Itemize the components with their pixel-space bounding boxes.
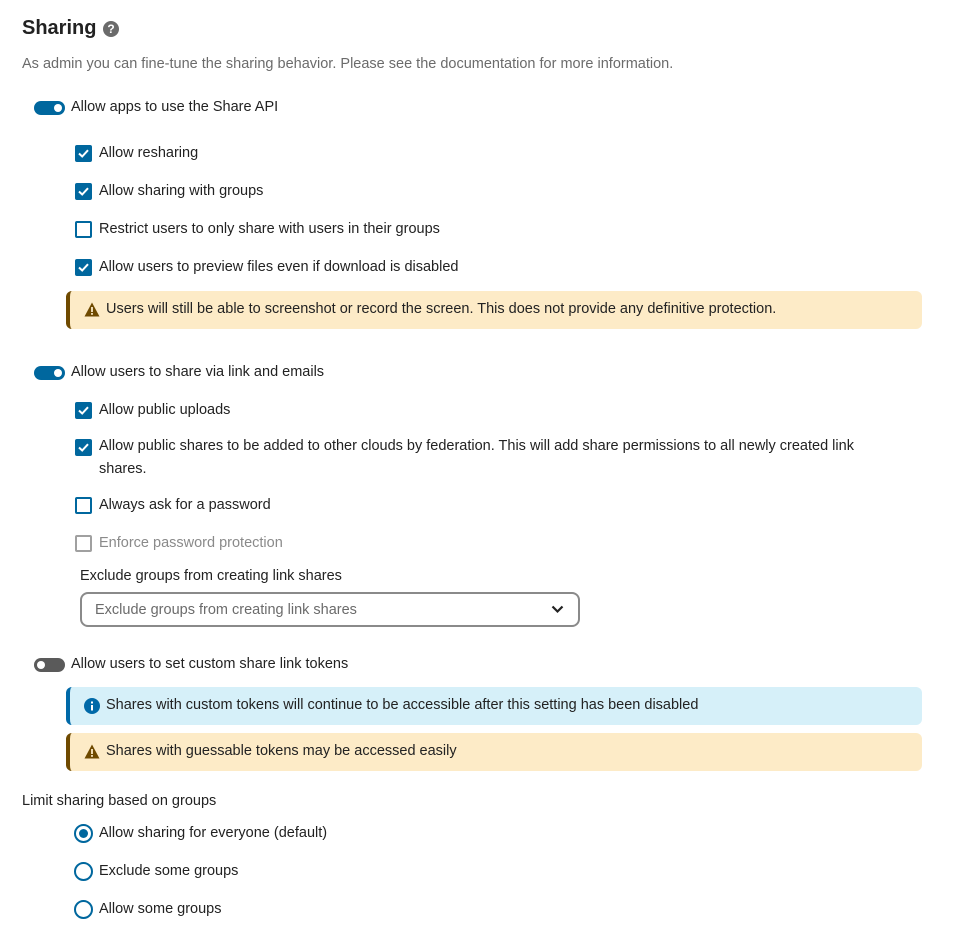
toggle-knob	[37, 661, 45, 669]
enforce-password-label: Enforce password protection	[99, 535, 283, 551]
warning-icon	[84, 302, 100, 317]
check-icon	[77, 441, 90, 454]
check-icon	[77, 261, 90, 274]
section-title: Sharing	[22, 17, 97, 39]
radio-exclude-groups[interactable]	[74, 862, 93, 881]
preview-warning-note	[66, 291, 922, 329]
allow-resharing-checkbox[interactable]	[75, 145, 92, 162]
radio-exclude-groups-label[interactable]: Exclude some groups	[99, 863, 239, 879]
radio-allow-everyone[interactable]	[74, 824, 93, 843]
custom-tokens-toggle-label[interactable]: Allow users to set custom share link tokens	[71, 656, 349, 672]
allow-public-uploads-label[interactable]: Allow public uploads	[99, 402, 231, 418]
allow-federation-label-line2[interactable]: shares.	[99, 461, 147, 477]
custom-tokens-info-text: Shares with custom tokens will continue to be accessible after this setting has been disabled	[106, 697, 699, 713]
warning-icon	[84, 744, 100, 759]
section-description: As admin you can fine-tune the sharing behavior. Please see the documentation for more information.	[22, 56, 674, 72]
allow-preview-checkbox[interactable]	[75, 259, 92, 276]
radio-allow-some-groups-label[interactable]: Allow some groups	[99, 901, 222, 917]
share-api-toggle-label[interactable]: Allow apps to use the Share API	[71, 99, 279, 115]
enforce-password-checkbox	[75, 535, 92, 552]
chevron-down-icon[interactable]	[551, 605, 564, 614]
allow-sharing-groups-label[interactable]: Allow sharing with groups	[99, 183, 264, 199]
radio-allow-some-groups[interactable]	[74, 900, 93, 919]
custom-tokens-toggle[interactable]	[34, 658, 65, 672]
info-icon	[84, 698, 100, 714]
check-icon	[77, 185, 90, 198]
custom-tokens-info-note	[66, 687, 922, 725]
restrict-users-groups-checkbox[interactable]	[75, 221, 92, 238]
link-sharing-toggle[interactable]	[34, 366, 65, 380]
limit-groups-label: Limit sharing based on groups	[22, 793, 217, 809]
toggle-knob	[54, 104, 62, 112]
exclude-groups-select[interactable]	[80, 592, 580, 627]
check-icon	[77, 147, 90, 160]
allow-sharing-groups-checkbox[interactable]	[75, 183, 92, 200]
allow-federation-label-line1[interactable]: Allow public shares to be added to other clouds by federation. This will add share permissions to all newly created link	[99, 438, 854, 454]
exclude-groups-placeholder: Exclude groups from creating link shares	[95, 602, 357, 618]
link-sharing-toggle-label[interactable]: Allow users to share via link and emails	[71, 364, 325, 380]
share-api-toggle[interactable]	[34, 101, 65, 115]
allow-public-uploads-checkbox[interactable]	[75, 402, 92, 419]
radio-allow-everyone-label[interactable]: Allow sharing for everyone (default)	[99, 825, 328, 841]
preview-warning-text: Users will still be able to screenshot or record the screen. This does not provide any definitive protection.	[106, 301, 777, 317]
allow-federation-checkbox[interactable]	[75, 439, 92, 456]
always-ask-password-checkbox[interactable]	[75, 497, 92, 514]
check-icon	[77, 404, 90, 417]
help-icon[interactable]: ?	[103, 21, 119, 37]
guessable-tokens-warning-text: Shares with guessable tokens may be accessed easily	[106, 743, 457, 759]
toggle-knob	[54, 369, 62, 377]
exclude-groups-label: Exclude groups from creating link shares	[80, 568, 342, 584]
guessable-tokens-warning-note	[66, 733, 922, 771]
always-ask-password-label[interactable]: Always ask for a password	[99, 497, 271, 513]
restrict-users-groups-label[interactable]: Restrict users to only share with users in their groups	[99, 221, 440, 237]
allow-resharing-label[interactable]: Allow resharing	[99, 145, 199, 161]
allow-preview-label[interactable]: Allow users to preview files even if download is disabled	[99, 259, 459, 275]
